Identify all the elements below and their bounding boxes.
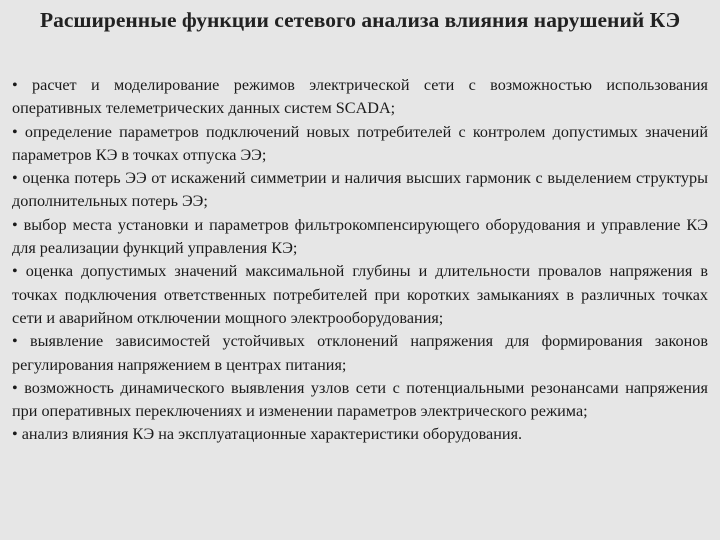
bullet-item: • возможность динамического выявления узлов сети с потенциальными резонансами напряжения при оперативных переключениях и изменении параметров электрического режима; (12, 378, 708, 421)
bullet-item: • выявление зависимостей устойчивых отклонений напряжения для формирования законов регулирования напряжением в центрах питания; (12, 332, 708, 374)
bullet-item: • определение параметров подключений новых потребителей с контролем допустимых значений параметров КЭ в точках отпуска ЭЭ; (12, 122, 708, 164)
bullet-item: • оценка потерь ЭЭ от искажений симметрии и наличия высших гармоник с выделением структуры дополнительных потерь ЭЭ; (12, 169, 708, 211)
bullet-item: • выбор места установки и параметров фильтрокомпенсирующего оборудования и управление КЭ для реализации функций управления КЭ; (12, 215, 708, 258)
bullet-item: • оценка допустимых значений максимальной глубины и длительности провалов напряжения в точках подключения ответственных потребителей при коротких замыканиях в различных точках сети и аварийном отключении мощного электрооборудования; (12, 262, 708, 327)
bullet-item: • анализ влияния КЭ на эксплуатационные характеристики оборудования. (12, 425, 523, 444)
bullet-item: • расчет и моделирование режимов электрической сети с возможностью использования оперативных телеметрических данных систем SCADA; (12, 76, 708, 118)
slide-title: Расширенные функции сетевого анализа влияния нарушений КЭ (39, 8, 681, 32)
bullet-list (12, 74, 708, 447)
